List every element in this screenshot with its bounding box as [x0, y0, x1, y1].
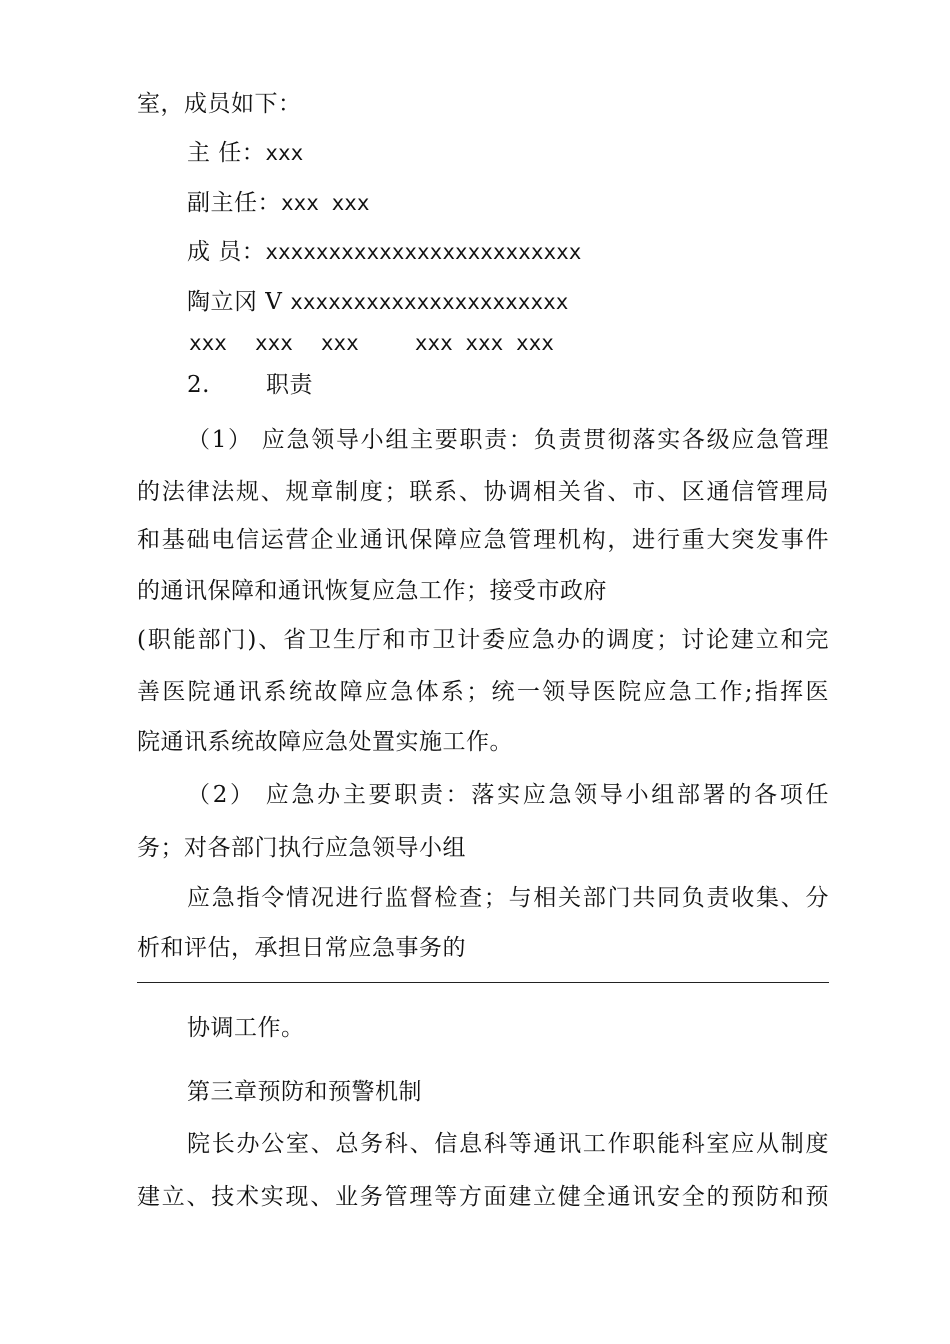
text-line: 协调工作。: [187, 1015, 305, 1041]
member-director-line: [187, 138, 829, 168]
member-role-label: 成 员：: [187, 239, 266, 265]
section-heading: [187, 370, 829, 400]
text-line: 务；对各部门执行应急领导小组: [137, 835, 466, 861]
member-names: xxx: [254, 331, 293, 355]
member-role-label: 副主任：: [187, 190, 281, 216]
member-names: xxx: [189, 331, 227, 355]
section-title: 职责: [265, 372, 313, 398]
text-line: 析和评估，承担日常应急事务的: [137, 935, 466, 961]
horizontal-divider: [137, 982, 829, 983]
text-line: (职能部门)、省卫生厅和市卫计委应急办的调度；讨论建立和完: [137, 627, 829, 653]
section-number: 2.: [187, 372, 210, 398]
member-role-label: 主 任：: [187, 140, 266, 166]
text-line: 和基础电信运营企业通讯保障应急管理机构，进行重大突发事件: [137, 527, 829, 553]
member-names: xxx: [320, 331, 359, 355]
text-line: 建立、技术实现、业务管理等方面建立健全通讯安全的预防和预: [137, 1184, 829, 1210]
text-line: （2） 应急办主要职责：落实应急领导小组部署的各项任: [187, 782, 829, 808]
member-deputy-line: [187, 188, 829, 218]
member-members-line: [187, 237, 829, 267]
text-line: 院通讯系统故障应急处置实施工作。: [137, 729, 513, 755]
text-line: 院长办公室、总务科、信息科等通讯工作职能科室应从制度: [187, 1131, 829, 1157]
member-names: xxx: [265, 141, 304, 165]
text-line: 善医院通讯系统故障应急体系；统一领导医院应急工作;指挥医: [137, 679, 829, 705]
member-names: xxx xxx: [281, 191, 370, 215]
member-extra-line: [187, 287, 829, 317]
text-line: 应急指令情况进行监督检查；与相关部门共同负责收集、分: [187, 885, 829, 911]
text-line: 的通讯保障和通讯恢复应急工作；接受市政府: [137, 578, 607, 604]
member-names-line: [189, 328, 829, 358]
text-line: 的法律法规、规章制度；联系、协调相关省、市、区通信管理局: [137, 479, 829, 505]
text-line: （1） 应急领导小组主要职责：负责贯彻落实各级应急管理: [187, 427, 829, 453]
chapter-heading: 第三章预防和预警机制: [187, 1079, 422, 1105]
member-role-label: 陶立冈 V: [187, 289, 283, 315]
member-names: xxxxxxxxxxxxxxxxxxxxxxxxx: [265, 240, 582, 264]
text-line: 室，成员如下：: [137, 91, 302, 117]
member-names: xxx xxx xxx: [414, 331, 554, 355]
member-names: xxxxxxxxxxxxxxxxxxxxxx: [290, 290, 569, 314]
